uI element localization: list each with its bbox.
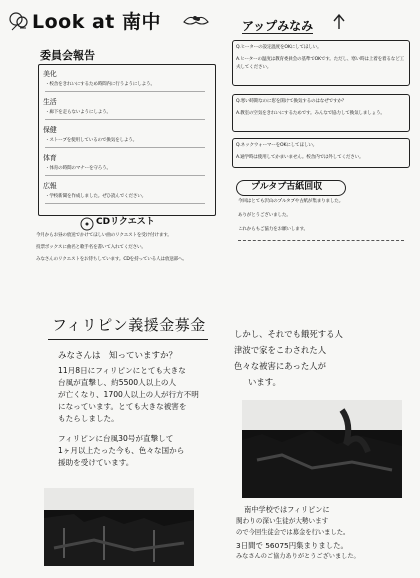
committee-section-line: ・ストーブを使用しているので換気をしよう。 (45, 138, 138, 143)
intro-line: みなさんは 知っていますか？ (58, 351, 178, 361)
typhoon-damage-photo-right (242, 400, 402, 498)
right-line: 色々な被害にあった人が (234, 361, 327, 371)
intro-line: もたらしました。 (58, 414, 119, 423)
qa-box-2 (232, 94, 410, 132)
qa-answer: A.通学時は使用してかまいません。校舎内では外してください。 (236, 155, 364, 160)
para2-line: 援助を受けています。 (58, 458, 134, 467)
closing-line: みなさんのご協力ありがとうございました。 (236, 553, 360, 560)
philippines-title: フィリピン義援金募金 (52, 316, 206, 334)
pull-tab-message (236, 198, 408, 260)
committee-section-name: 生活 (43, 98, 57, 106)
closing-line: 3日間で 56075円集まりました。 (236, 541, 348, 550)
philippines-right-text (234, 330, 410, 394)
pull-tab-line: これからもご協力をお願いします。 (238, 227, 308, 232)
right-line: います。 (248, 377, 281, 387)
holly-icon (182, 10, 210, 30)
cd-request-line: 今月からお昼の放送でかけてほしい曲のリクエストを受け付けます。 (36, 233, 172, 238)
cd-request-section (32, 216, 222, 276)
committee-section-name: 保健 (43, 126, 57, 134)
pull-tab-heading: プルタブ古紙回収 (251, 182, 323, 192)
header-decoration-icon (8, 10, 30, 32)
arrow-up-icon (332, 14, 346, 30)
qa-box-3 (232, 138, 410, 168)
intro-line: になっています。とても大きな被害を (58, 402, 187, 411)
qa-answer: A.ヒーターの温度は教育委員会の基準でOKです。ただし、寒い時は上着を着るなど工夫してください。 (236, 57, 404, 70)
cd-request-heading: CDリクエスト (96, 217, 155, 227)
closing-line: ので今回生徒会では募金を行いました。 (236, 529, 350, 536)
committee-section-line: ・廊下を走らないようにしよう。 (45, 110, 111, 115)
closing-line: 南中学校ではフィリピンに (244, 505, 330, 514)
cd-icon (80, 216, 94, 230)
cd-request-line: みなさんのリクエストをお待ちしています。CDを持っている人は放送部へ。 (36, 257, 187, 262)
committee-section-line: ・校舎をきれいにするため時間内に行うようにしよう。 (45, 82, 155, 87)
intro-line: 台風が直撃し、約5500人以上の人 (58, 378, 177, 387)
committee-heading: 委員会報告 (40, 49, 95, 62)
qa-question: Q.ネックウォーマーをOKにしてほしい。 (236, 143, 318, 148)
pull-tab-banner (236, 180, 346, 196)
right-line: 津波で家をこわされた人 (234, 345, 327, 355)
intro-line: が亡くなり、1700人以上の人が行方不明 (58, 390, 199, 399)
committee-section-name: 体育 (43, 154, 57, 162)
committee-section-name: 広報 (43, 182, 57, 190)
committee-section-line: ・学校新聞を作成しました。ぜひ読んでください。 (45, 194, 147, 199)
qa-question: Q.寒い時期なのに窓を開けて換気するのはなぜですか？ (236, 99, 347, 104)
closing-line: 関わりの深い生徒が大勢います (236, 517, 329, 525)
qa-answer: A.教室の空気をきれいにするためです。みんなで協力して換気しましょう。 (236, 111, 385, 116)
para2-line: 1ヶ月以上たった今も、色々な国から (58, 446, 185, 455)
committee-section-name: 美化 (43, 70, 57, 78)
pull-tab-line: 今回はとても沢山のプルタブや古紙が集まりました。 (238, 199, 344, 204)
philippines-closing (236, 506, 412, 566)
page-title: Look at 南中 (32, 11, 161, 33)
intro-line: 11月8日にフィリピンにとても大きな (58, 366, 186, 375)
updates-title: アップみなみ (242, 19, 314, 33)
title-underline (48, 339, 208, 340)
typhoon-damage-photo-left (44, 488, 194, 566)
right-line: しかし、それでも餓死する人 (234, 329, 343, 339)
qa-box-1 (232, 40, 410, 86)
cd-request-line: 投票ボックスに曲名と歌手名を書いて入れてください。 (36, 245, 146, 250)
para2-line: フィリピンに台風30号が直撃して (58, 434, 174, 443)
qa-question: Q.ヒーターの設定温度をOKにしてほしい。 (236, 45, 322, 50)
committee-section-line: ・体育の時間のマナーを守ろう。 (45, 166, 111, 171)
pull-tab-line: ありがとうございました。 (238, 213, 291, 218)
philippines-intro (58, 352, 228, 471)
committee-report-box (38, 64, 216, 216)
